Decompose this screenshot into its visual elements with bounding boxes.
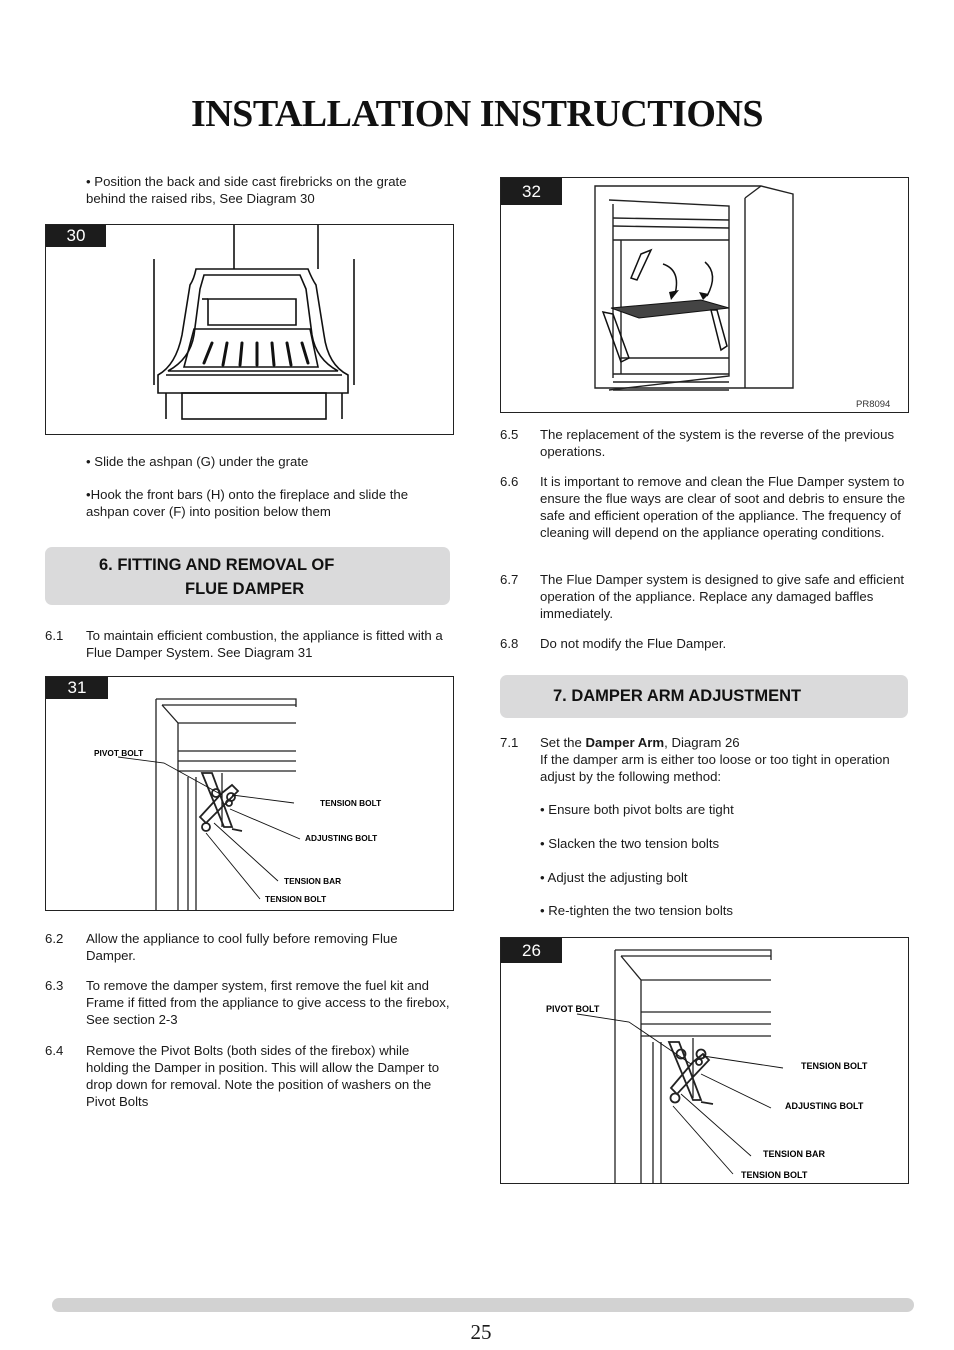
bullet-adjust: • Adjust the adjusting bolt <box>540 870 688 885</box>
para-6-6-text: It is important to remove and clean the Flue Damper system to ensure the flue ways are clear of soot and debris to ensure the safe and efficient operation of the appliance. The frequency of cleaning will depend on the appliance operating conditions. <box>540 474 906 540</box>
section-6-line-2: FLUE DAMPER <box>185 580 305 598</box>
diagram-26 <box>500 937 909 1184</box>
bullet-slacken: • Slacken the two tension bolts <box>540 836 720 851</box>
label-tension-bar: TENSION BAR <box>763 1149 826 1159</box>
label-pivot-bolt: PIVOT BOLT <box>94 748 144 758</box>
bullet-ashpan: • Slide the ashpan (G) under the grate <box>86 454 309 469</box>
diagram-code: PR8094 <box>856 399 891 410</box>
para-6-1-number: 6.1 <box>45 628 64 643</box>
para-6-2-number: 6.2 <box>45 931 64 946</box>
damper-mechanism-illustration <box>46 677 453 910</box>
para-7-1-suffix: , Diagram 26 <box>664 735 740 750</box>
para-6-8-text: Do not modify the Flue Damper. <box>540 636 727 651</box>
diagram-32 <box>500 177 909 413</box>
intro-bullet: • Position the back and side cast firebricks on the grate behind the raised ribs, See Diagram 30 <box>86 174 407 206</box>
page-title: INSTALLATION INSTRUCTIONS <box>190 93 764 135</box>
fire-grate-illustration <box>46 225 453 434</box>
para-7-1-number: 7.1 <box>500 735 519 750</box>
para-6-5-number: 6.5 <box>500 427 519 442</box>
label-tension-bolt-lower: TENSION BOLT <box>741 1170 808 1180</box>
bullet-pivot-bolts: • Ensure both pivot bolts are tight <box>540 802 734 817</box>
para-6-5-text: The replacement of the system is the reverse of the previous operations. <box>540 427 895 459</box>
para-6-8-number: 6.8 <box>500 636 519 651</box>
damper-arm-illustration <box>501 938 908 1183</box>
para-6-3-text: To remove the damper system, first remove the fuel kit and Frame if fitted from the appliance to give access to the firebox, See section 2-3 <box>86 978 450 1027</box>
label-tension-bolt: TENSION BOLT <box>801 1061 868 1071</box>
label-adjusting-bolt: ADJUSTING BOLT <box>305 833 378 843</box>
para-6-7-text: The Flue Damper system is designed to give safe and efficient operation of the appliance. Replace any damaged baffles immediately. <box>540 572 905 621</box>
para-7-1-line-2: If the damper arm is either too loose or too tight in operation adjust by the following method: <box>540 752 890 784</box>
para-6-4-text: Remove the Pivot Bolts (both sides of the firebox) while holding the Damper in position. This will allow the Damper to drop down for removal. Note the position of washers on the Pivot Bolts <box>86 1043 440 1109</box>
section-6-heading <box>45 547 450 605</box>
section-7-title: 7. DAMPER ARM ADJUSTMENT <box>553 687 802 705</box>
para-6-3-number: 6.3 <box>45 978 64 993</box>
firebox-damper-illustration <box>501 178 908 412</box>
figure-number: 32 <box>501 178 562 205</box>
para-6-2-text: Allow the appliance to cool fully before removing Flue Damper. <box>86 931 398 963</box>
label-tension-bolt: TENSION BOLT <box>320 798 382 808</box>
label-tension-bar: TENSION BAR <box>284 876 342 886</box>
para-6-1-text: To maintain efficient combustion, the appliance is fitted with a Flue Damper System. See Diagram 31 <box>86 628 443 660</box>
diagram-31 <box>45 676 454 911</box>
footer-bar <box>52 1298 914 1312</box>
section-7-heading <box>500 675 908 718</box>
bullet-retighten: • Re-tighten the two tension bolts <box>540 903 734 918</box>
page-number: 25 <box>470 1320 492 1344</box>
damper-arm-term: Damper Arm <box>585 735 665 750</box>
para-7-1-text <box>540 734 910 785</box>
diagram-30 <box>45 224 454 435</box>
section-6-line-1: 6. FITTING AND REMOVAL OF <box>99 556 335 574</box>
label-adjusting-bolt: ADJUSTING BOLT <box>785 1101 864 1111</box>
figure-number: 31 <box>46 677 108 699</box>
para-6-4-number: 6.4 <box>45 1043 64 1058</box>
figure-number: 30 <box>46 225 106 247</box>
label-tension-bolt-lower: TENSION BOLT <box>265 894 327 904</box>
para-7-1-prefix: Set the <box>540 735 586 750</box>
para-6-7-number: 6.7 <box>500 572 519 587</box>
label-pivot-bolt: PIVOT BOLT <box>546 1004 600 1014</box>
figure-number: 26 <box>501 938 562 963</box>
bullet-hook: •Hook the front bars (H) onto the fireplace and slide the ashpan cover (F) into position below them <box>86 487 409 519</box>
para-6-6-number: 6.6 <box>500 474 519 489</box>
